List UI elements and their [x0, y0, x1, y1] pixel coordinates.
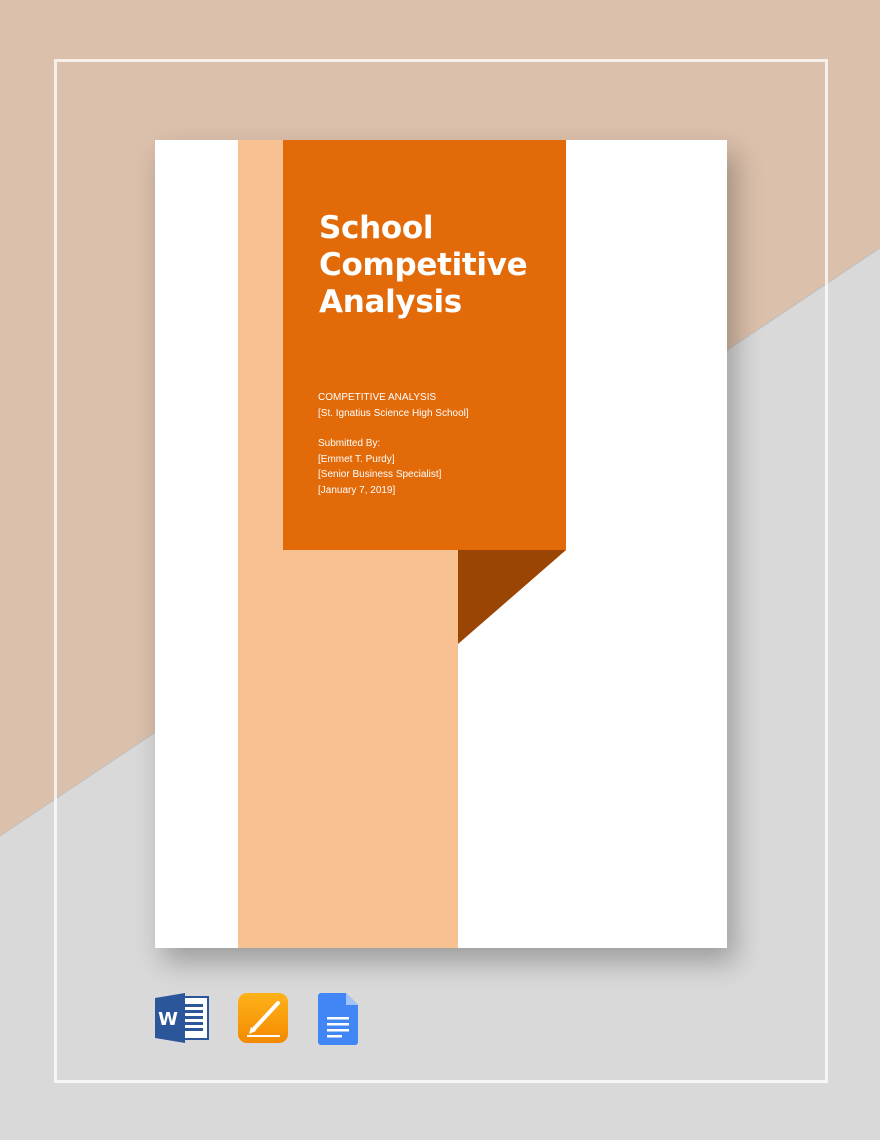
title-line: School — [319, 210, 434, 246]
school-name: [St. Ignatius Science High School] — [318, 407, 469, 419]
svg-text:W: W — [158, 1009, 178, 1030]
word-icon[interactable] — [155, 993, 209, 1043]
submitted-by-label: Submitted By: — [318, 438, 381, 449]
document-preview[interactable] — [155, 140, 727, 948]
author-position: [Senior Business Specialist] — [318, 469, 442, 480]
title-banner — [283, 140, 566, 550]
pages-icon[interactable] — [238, 993, 288, 1043]
document-title — [319, 210, 559, 321]
title-line: Competitive — [319, 247, 528, 283]
document-meta — [318, 390, 558, 498]
document-date: [January 7, 2019] — [318, 484, 396, 496]
google-docs-icon[interactable] — [318, 993, 358, 1045]
ribbon-fold — [458, 550, 566, 644]
title-line: Analysis — [319, 284, 462, 320]
subtitle: COMPETITIVE ANALYSIS — [318, 392, 437, 403]
author-name: [Emmet T. Purdy] — [318, 453, 395, 465]
